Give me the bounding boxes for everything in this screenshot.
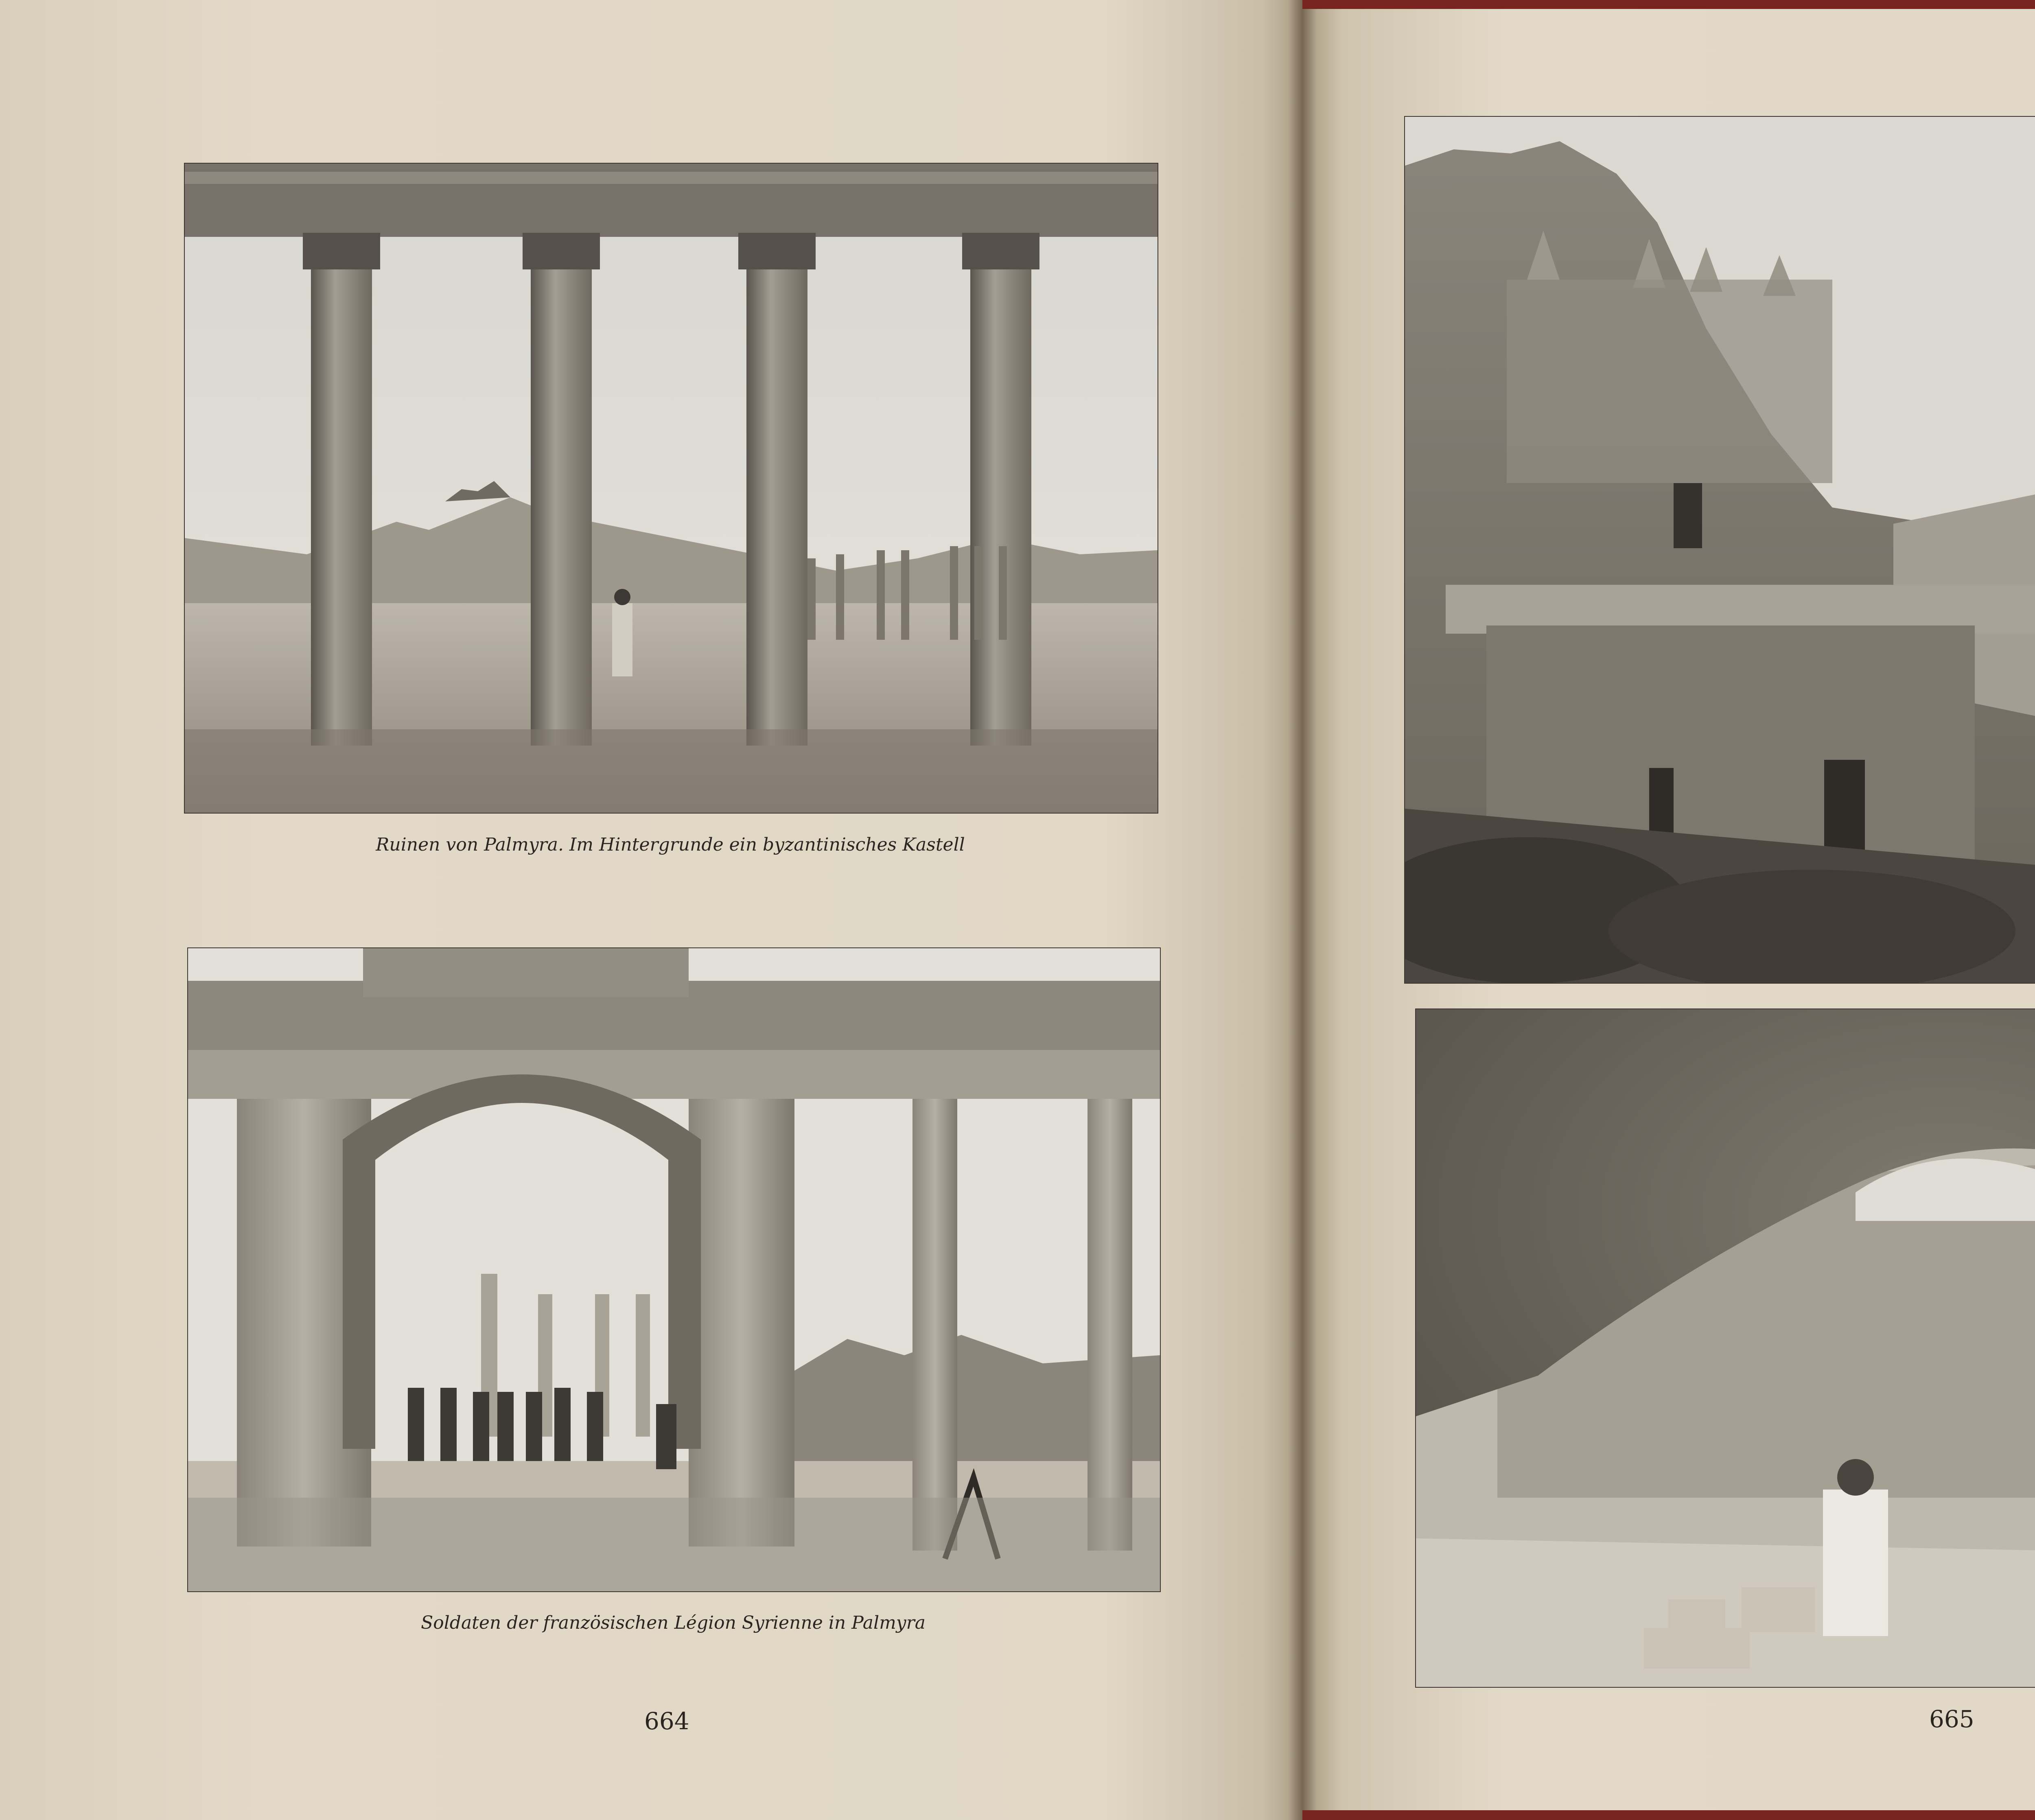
palmyra-colonnade-photo xyxy=(184,163,1158,814)
book-gutter xyxy=(1288,0,1317,1820)
caption-top-left: Ruinen von Palmyra. Im Hintergrunde ein byzantinisches Kastell xyxy=(376,834,965,855)
palmyra-arch-soldiers-photo xyxy=(187,947,1161,1592)
page-number-right: 665 xyxy=(1929,1705,1974,1733)
petra-rock-tombs-photo xyxy=(1404,116,2035,984)
book-cover-edge xyxy=(1302,1810,2035,1820)
book-cover-edge xyxy=(1302,0,2035,9)
page-number-left: 664 xyxy=(644,1707,689,1735)
caption-bottom-left: Soldaten der französischen Légion Syrienne in Palmyra xyxy=(421,1612,926,1633)
petra-rock-arch-photo xyxy=(1415,1008,2035,1688)
